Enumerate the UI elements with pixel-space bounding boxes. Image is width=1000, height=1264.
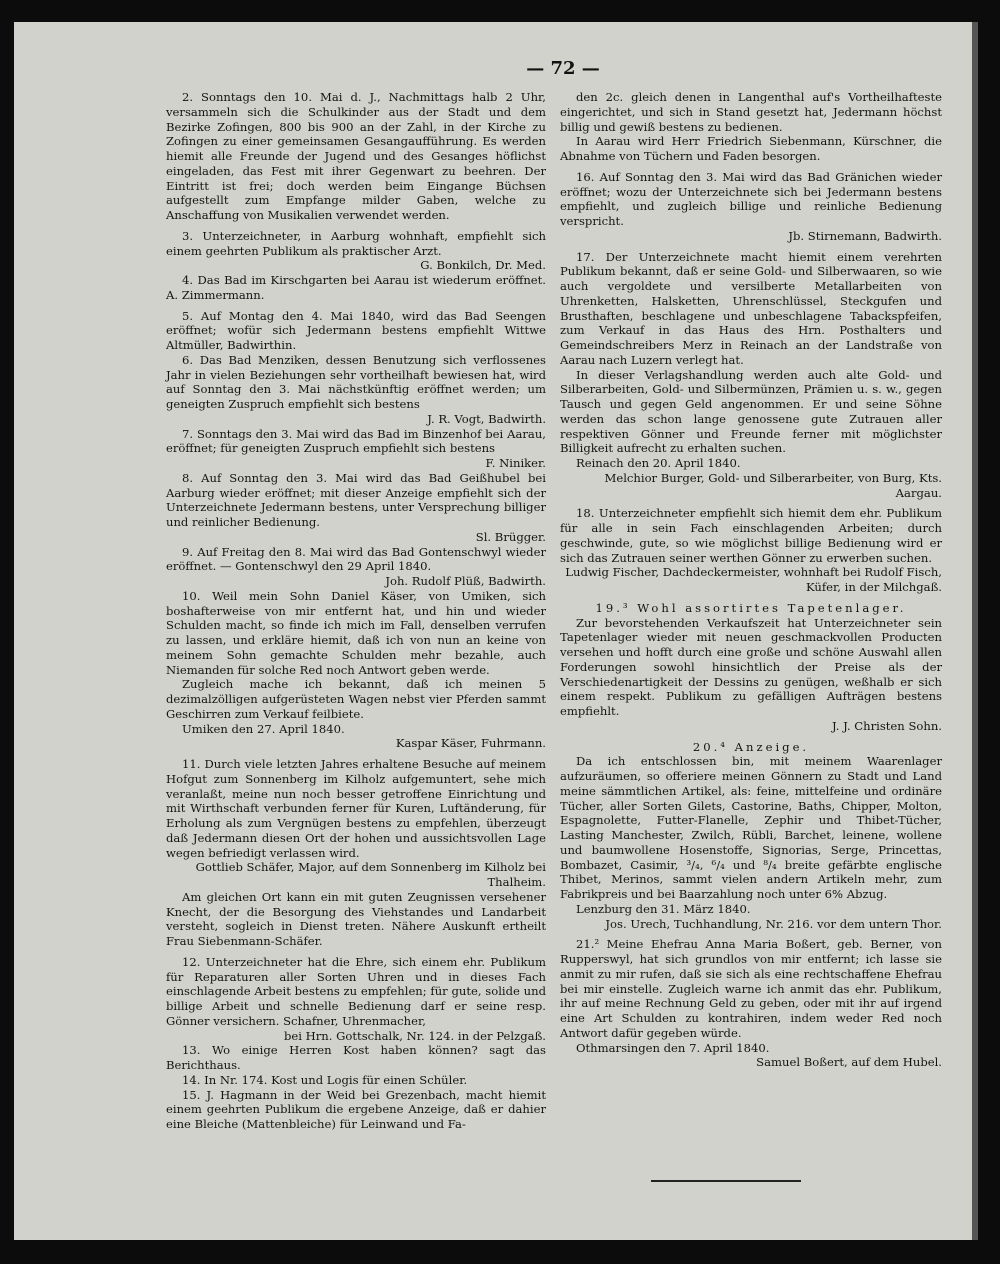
page-edge [972,22,978,1240]
signature-18: Ludwig Fischer, Dachdeckermeister, wohnhaft bei Rudolf Fisch, Küfer, in der Milchgaß. [565,565,942,594]
notice-18: 18. Unterzeichneter empfiehlt sich hiemit dem ehr. Publikum für alle in sein Fach einschlagenden Arbeiten; durch geschwinde, gute, so wie möglichst billige Bedienung wird er sich das Zutrauen seiner werthen Gönner zu erwerben suchen. [560,506,942,565]
signature-9: Joh. Rudolf Plüß, Badwirth. [385,574,546,588]
notice-19: Zur bevorstehenden Verkaufszeit hat Unterzeichneter sein Tapetenlager wieder mit neuen geschmackvollen Producten versehen und hofft durch eine große und schöne Auswahl allen Forderungen sowohl hinsichtlich der Preise als der Verschiedenartigkeit der Dessins zu genügen, weßhalb er sich einem respekt. Publikum zu gefälligen Aufträgen bestens empfiehlt. [560,615,942,718]
notice-6: 6. Das Bad Menziken, dessen Benutzung sich verflossenes Jahr in vielen Beziehungen sehr vortheilhaft bewiesen hat, wird auf Sonntag den 3. Mai nächstkünftig eröffnet werden; um geneigten Zuspruch empfiehlt sich bestens [166,352,546,411]
notice-20-date: Lenzburg den 31. März 1840. [576,901,751,916]
notice-15: 15. J. Hagmann in der Weid bei Grezenbach, macht hiemit einem geehrten Publikum die ergebene Anzeige, daß er dahier eine Bleiche (Mattenbleiche) für Leinwand und Fa- [166,1087,546,1131]
signature-20: Jos. Urech, Tuchhandlung, Nr. 216. vor dem untern Thor. [605,916,942,931]
right-column [560,90,942,1070]
notice-13: 13. Wo einige Herren Kost haben können? sagt das Berichthaus. [166,1043,546,1072]
notice-11-cont: Am gleichen Ort kann ein mit guten Zeugnissen versehener Knecht, der die Besorgung des Viehstandes und Landarbeit versteht, sogleich in Dienst treten. Nähere Auskunft ertheilt Frau Siebenmann-Schäfer. [166,889,546,948]
notice-21: 21.² Meine Ehefrau Anna Maria Boßert, geb. Berner, von Rupperswyl, hat sich grundlos von mir entfernt; ich lasse sie anmit zu mir rufen, daß sie sich als eine rechtschaffene Ehefrau bei mir einstelle. Zugleich warne ich anmit das ehr. Publikum, ihr auf meine Rechnung Geld zu geben, oder mit ihr auf irgend eine Art Schulden zu kontrahiren, indem weder Red noch Antwort dafür gegeben würde. [560,937,942,1040]
notice-9: 9. Auf Freitag den 8. Mai wird das Bad Gontenschwyl wieder eröffnet. — Gontenschwyl den 29 April 1840. [166,544,546,574]
notice-10-date: Umiken den 27. April 1840. [182,721,345,736]
signature-21: Samuel Boßert, auf dem Hubel. [756,1055,942,1070]
notice-17: 17. Der Unterzeichnete macht hiemit einem verehrten Publikum bekannt, daß er seine Gold- und Silberwaaren, so wie auch vergoldete und versilberte Metallarbeiten von Uhrenketten, Halsketten, Uhrenschlüssel, Steckgufen und Brusthaften, beschlagene und unbeschlagene Tabackspfeifen, zum Verkauf in das Haus des Hrn. Posthalters und Gemeindschreibers Merz in Reinach an der Landstraße von Aarau nach Luzern verlegt hat. [560,249,942,367]
notice-5: 5. Auf Montag den 4. Mai 1840, wird das Bad Seengen eröffnet; wofür sich Jedermann bestens empfiehlt Wittwe Altmüller, Badwirthin. [166,308,546,352]
signature-6: J. R. Vogt, Badwirth. [427,411,546,426]
signature-8: Sl. Brügger. [475,529,546,544]
notice-14: 14. In Nr. 174. Kost und Logis für einen Schüler. [182,1072,468,1087]
page-number: — 72 — [526,58,600,79]
signature-16: Jb. Stirnemann, Badwirth. [788,228,942,243]
signature-19: J. J. Christen Sohn. [832,718,942,733]
notice-15-cont: den 2c. gleich denen in Langenthal auf's Vortheilhafteste eingerichtet, und sich in Stand gesetzt hat, Jedermann höchst billig und gewiß bestens zu bedienen. [560,90,942,134]
notice-19-heading: 19.³ Wohl assortirtes Tapetenlager. [595,600,907,615]
notice-17-cont: In dieser Verlagshandlung werden auch alte Gold- und Silberarbeiten, Gold- und Silbermünzen, Prämien u. s. w., gegen Tausch und gegen Geld angenommen. Er und seine Söhne werden das schon lange genossene gute Zutrauen aller respektiven Gönner und Freunde ferner mit möglichster Billigkeit aufrecht zu erhalten suchen. [560,367,942,456]
closing-rule [651,1180,801,1182]
signature-12: bei Hrn. Gottschalk, Nr. 124. in der Pelzgaß. [283,1028,546,1043]
notice-21-date: Othmarsingen den 7. April 1840. [576,1040,770,1055]
signature-17: Melchior Burger, Gold- und Silberarbeiter, von Burg, Kts. Aargau. [604,470,942,500]
signature-7: F. Niniker. [485,456,546,470]
notice-11: 11. Durch viele letzten Jahres erhaltene Besuche auf meinem Hofgut zum Sonnenberg im Kilholz aufgemuntert, sehe mich veranlaßt, meine nun noch besser getroffene Einrichtung und mit Wirthschaft verbunden ferner für Kuren, Luftänderung, für Erholung als zum Vergnügen bestens zu empfehlen, überzeugt daß Jedermann diesen Ort der hohen und aussichtsvollen Lage wegen befriedigt verlassen wird. [166,757,546,860]
left-column [166,90,546,1132]
notice-7: 7. Sonntags den 3. Mai wird das Bad im Binzenhof bei Aarau, eröffnet; für geneigten Zuspruch empfiehlt sich bestens [166,426,546,456]
notice-2: 2. Sonntags den 10. Mai d. J., Nachmittags halb 2 Uhr, versammeln sich die Schulkinder aus der Stadt und dem Bezirke Zofingen, 800 bis 900 an der Zahl, in der Kirche zu Zofingen zu einer gemeinsamen Gesangaufführung. Es werden hiemit alle Freunde der Jugend und des Gesanges höflichst eingeladen, das Fest mit ihrer Gegenwart zu beehren. Der Eintritt ist frei; doch werden beim Eingange Büchsen aufgestellt zum Empfange milder Gaben, welche zu Anschaffung von Musikalien verwendet werden. [166,90,546,222]
notice-20: Da ich entschlossen bin, mit meinem Waarenlager aufzuräumen, so offeriere meinen Gönnern zu Stadt und Land meine sämmtlichen Artikel, als: feine, mittelfeine und ordinäre Tücher, aller Sorten Gilets, Castorine, Baths, Chipper, Molton, Espagnolette, Futter-Flanelle, Zephir und Thibet-Tücher, Lasting Manchester, Zwilch, Rübli, Barchet, leinene, wollene und baumwollene Hosenstoffe, Signorias, Serge, Princettas, Bombazet, Casimir, ³/₄, ⁶/₄ und ⁸/₄ breite gefärbte englische Thibet, Merinos, sammt vielen andern Artikeln mehr, zum Fabrikpreis und bei Baarzahlung noch unter 6% Abzug. [560,754,942,901]
notice-4: 4. Das Bad im Kirschgarten bei Aarau ist wiederum eröffnet. A. Zimmermann. [166,273,546,302]
notice-12: 12. Unterzeichneter hat die Ehre, sich einem ehr. Publikum für Reparaturen aller Sorten Uhren und in dieses Fach einschlagende Arbeit bestens zu empfehlen; für gute, solide und billige Arbeit und schnelle Bedienung darf er seine resp. Gönner versichern. Schafner, Uhrenmacher, [166,954,546,1028]
signature-3: G. Bonkilch, Dr. Med. [420,258,546,273]
notice-10: 10. Weil mein Sohn Daniel Käser, von Umiken, sich boshafterweise von mir entfernt hat, und hin und wieder Schulden macht, so finde ich mich im Fall, denselben verrufen zu lassen, und erkläre hiemit, daß ich von nun an keine von meinem Sohn gemachte Schulden mehr bezahle, auch Niemanden für solche Red noch Antwort geben werde. [166,588,546,677]
notice-16: 16. Auf Sonntag den 3. Mai wird das Bad Gränichen wieder eröffnet; wozu der Unterzeichnete sich bei Jedermann bestens empfiehlt, und zugleich billige und reinliche Bedienung verspricht. [560,169,942,228]
signature-10: Kaspar Käser, Fuhrmann. [395,736,546,751]
signature-11: Gottlieb Schäfer, Major, auf dem Sonnenberg im Kilholz bei Thalheim. [195,860,546,889]
notice-15-aarau: In Aarau wird Herr Friedrich Siebenmann, Kürschner, die Abnahme von Tüchern und Faden besorgen. [560,134,942,163]
notice-3: 3. Unterzeichneter, in Aarburg wohnhaft, empfiehlt sich einem geehrten Publikum als praktischer Arzt. [166,228,546,258]
notice-10-cont: Zugleich mache ich bekannt, daß ich meinen 5 dezimalzölligen aufgerüsteten Wagen nebst vier Pferden sammt Geschirren zum Verkauf feilbiete. [166,677,546,721]
notice-17-date: Reinach den 20. April 1840. [576,456,741,470]
notice-20-heading: 20.⁴ Anzeige. [692,739,810,754]
notice-8: 8. Auf Sonntag den 3. Mai wird das Bad Geißhubel bei Aarburg wieder eröffnet; mit dieser Anzeige empfiehlt sich der Unterzeichnete Jedermann bestens, unter Versprechung billiger und reinlicher Bedienung. [166,470,546,529]
